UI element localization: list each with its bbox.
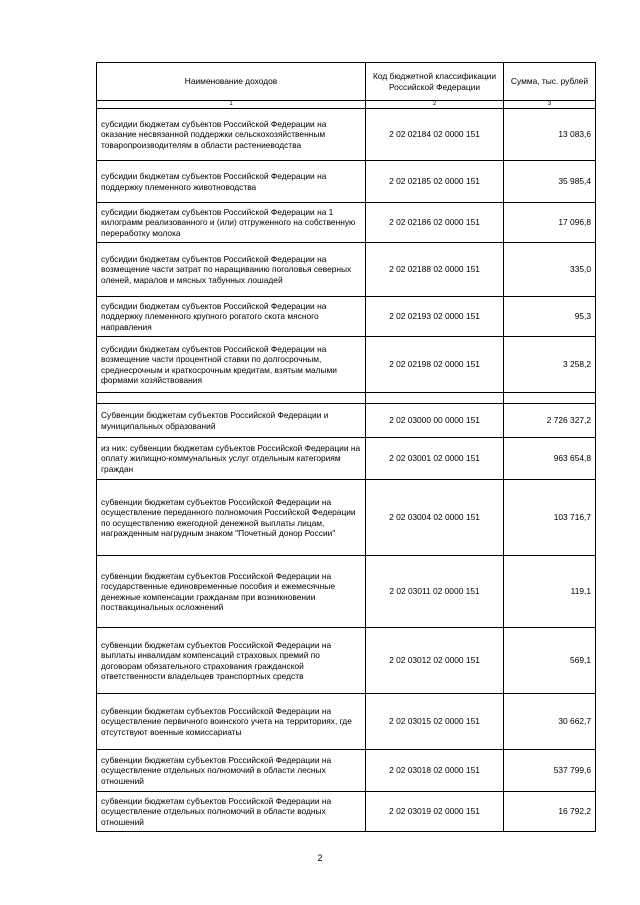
row-name: субвенции бюджетам субъектов Российской Федерации на выплаты инвалидам компенсаций страховых премий по договорам обязательного страхования гражданской ответственности владельцев транспортных средств [97,628,366,694]
row-sum: 35 985,4 [504,161,596,203]
row-sum: 335,0 [504,243,596,297]
row-sum: 569,1 [504,628,596,694]
header-name: Наименование доходов [97,63,366,101]
table-row [97,297,596,337]
total-row [97,404,596,438]
header-sum: Сумма, тыс. рублей [504,63,596,101]
table-row [97,161,596,203]
table-row [97,694,596,750]
row-code: 2 02 02184 02 0000 151 [366,109,504,161]
row-code: 2 02 02186 02 0000 151 [366,203,504,243]
row-sum: 119,1 [504,556,596,628]
income-table [96,62,596,832]
row-code: 2 02 02185 02 0000 151 [366,161,504,203]
row-name: из них: субвенции бюджетам субъектов Российской Федерации на оплату жилищно-коммунальных услуг отдельным категориям граждан [97,438,366,480]
row-name: субсидии бюджетам субъектов Российской Федерации на поддержку племенного крупного рогатого скота мясного направления [97,297,366,337]
row-name: субсидии бюджетам субъектов Российской Федерации на поддержку племенного животноводства [97,161,366,203]
row-code: 2 02 03011 02 0000 151 [366,556,504,628]
column-number-row [97,101,596,109]
row-code: 2 02 02198 02 0000 151 [366,337,504,393]
row-name: субвенции бюджетам субъектов Российской Федерации на осуществление отдельных полномочий в области лесных отношений [97,750,366,792]
row-sum: 95,3 [504,297,596,337]
row-code: 2 02 02188 02 0000 151 [366,243,504,297]
table-row [97,792,596,832]
page-number: 2 [317,853,323,863]
row-code: 2 02 03004 02 0000 151 [366,480,504,556]
total-name: Субвенции бюджетам субъектов Российской Федерации и муниципальных образований [97,404,366,438]
row-code: 2 02 02193 02 0000 151 [366,297,504,337]
table-header-row [97,63,596,101]
column-number: 2 [366,101,504,109]
row-sum: 3 258,2 [504,337,596,393]
total-code: 2 02 03000 00 0000 151 [366,404,504,438]
row-name: субвенции бюджетам субъектов Российской Федерации на осуществление переданного полномочия Российской Федерации по осуществлению ежегодной денежной выплаты лицам, награжденным нагрудным знаком "Почетный донор России" [97,480,366,556]
row-code: 2 02 03001 02 0000 151 [366,438,504,480]
row-sum: 30 662,7 [504,694,596,750]
row-name: субсидии бюджетам субъектов Российской Федерации на 1 килограмм реализованного и (или) отгруженного на собственную переработку молока [97,203,366,243]
row-name: субсидии бюджетам субъектов Российской Федерации на возмещение части процентной ставки по долгосрочным, среднесрочным и краткосрочным кредитам, взятым малыми формами хозяйствования [97,337,366,393]
table-row [97,337,596,393]
table-row [97,438,596,480]
row-name: субсидии бюджетам субъектов Российской Федерации на возмещение части затрат по наращиванию поголовья северных оленей, маралов и мясных табунных лошадей [97,243,366,297]
table-row [97,556,596,628]
row-name: субвенции бюджетам субъектов Российской Федерации на государственные единовременные пособия и ежемесячные денежные компенсации гражданам при возникновении поствакцинальных осложнений [97,556,366,628]
row-name: субвенции бюджетам субъектов Российской Федерации на осуществление первичного воинского учета на территориях, где отсутствуют военные комиссариаты [97,694,366,750]
row-sum: 17 096,8 [504,203,596,243]
row-sum: 537 799,6 [504,750,596,792]
table-row [97,480,596,556]
table-row [97,243,596,297]
table-row [97,628,596,694]
row-name: субсидии бюджетам субъектов Российской Федерации на оказание несвязанной поддержки сельскохозяйственным товаропроизводителям в области растениеводства [97,109,366,161]
row-sum: 103 716,7 [504,480,596,556]
header-code: Код бюджетной классификации Российской Федерации [366,63,504,101]
row-code: 2 02 03015 02 0000 151 [366,694,504,750]
row-sum: 13 083,6 [504,109,596,161]
row-sum: 963 654,8 [504,438,596,480]
total-sum: 2 726 327,2 [504,404,596,438]
column-number: 1 [97,101,366,109]
row-sum: 16 792,2 [504,792,596,832]
spacer-row [97,393,596,404]
row-name: субвенции бюджетам субъектов Российской Федерации на осуществление отдельных полномочий в области водных отношений [97,792,366,832]
table-row [97,203,596,243]
table-row [97,109,596,161]
table-row [97,750,596,792]
row-code: 2 02 03012 02 0000 151 [366,628,504,694]
column-number: 3 [504,101,596,109]
row-code: 2 02 03019 02 0000 151 [366,792,504,832]
row-code: 2 02 03018 02 0000 151 [366,750,504,792]
